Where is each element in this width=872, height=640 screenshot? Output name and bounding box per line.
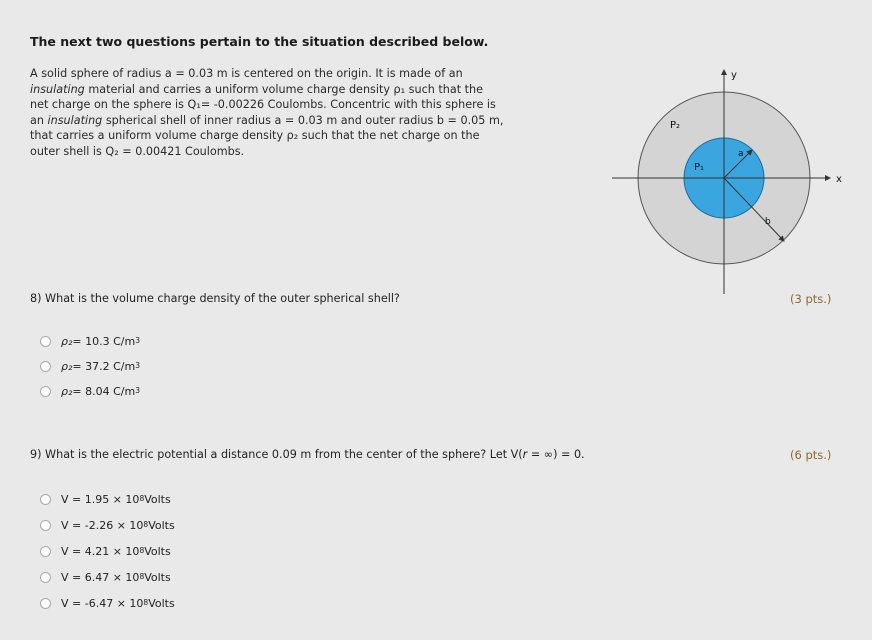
intro-line-3: net charge on the sphere is Q₁= -0.00226 Coulombs. Concentric with this sphere is bbox=[30, 98, 496, 111]
q8-opt1-value: = 10.3 C/m bbox=[72, 334, 136, 348]
q9-option-2[interactable]: V = -2.26 × 10 8 Volts bbox=[40, 516, 175, 534]
intro-title: The next two questions pertain to the situation described below. bbox=[30, 34, 489, 49]
q8-option-1[interactable]: ρ₂ = 10.3 C/m 3 bbox=[40, 332, 140, 350]
intro-line-5: that carries a uniform volume charge density ρ₂ such that the net charge on the bbox=[30, 129, 480, 142]
rho1-label: P₁ bbox=[694, 162, 705, 173]
question-9-text bbox=[30, 448, 585, 461]
intro-line-2 bbox=[30, 82, 600, 98]
q9-opt3-post: Volts bbox=[144, 544, 171, 558]
intro-paragraph bbox=[30, 66, 600, 159]
intro-line-4-pre: an bbox=[30, 113, 48, 127]
y-label: y bbox=[731, 70, 737, 81]
question-8-text: 8) What is the volume charge density of the outer spherical shell? bbox=[30, 292, 400, 305]
intro-line-2-rest: material and carries a uniform volume charge density ρ₁ such that the bbox=[84, 82, 484, 96]
x-label: x bbox=[836, 174, 842, 185]
radio-button[interactable] bbox=[40, 361, 51, 372]
intro-line-4-italic: insulating bbox=[47, 113, 103, 127]
q9-text-post: = ∞) = 0. bbox=[527, 448, 585, 461]
q8-opt2-sym: ρ₂ bbox=[61, 359, 73, 373]
intro-line-1: A solid sphere of radius a = 0.03 m is centered on the origin. It is made of an bbox=[30, 67, 463, 80]
radio-button[interactable] bbox=[40, 546, 51, 557]
q9-opt5-pre: V = -6.47 × 10 bbox=[61, 596, 144, 610]
q8-option-2[interactable]: ρ₂ = 37.2 C/m 3 bbox=[40, 357, 140, 375]
radio-button[interactable] bbox=[40, 494, 51, 505]
a-label: a bbox=[738, 149, 744, 159]
q9-option-1[interactable]: V = 1.95 × 10 8 Volts bbox=[40, 490, 171, 508]
q9-option-3[interactable]: V = 4.21 × 10 8 Volts bbox=[40, 542, 171, 560]
intro-line-6: outer shell is Q₂ = 0.00421 Coulombs. bbox=[30, 144, 245, 158]
radio-button[interactable] bbox=[40, 598, 51, 609]
intro-line-4 bbox=[30, 113, 600, 129]
q9-opt1-pre: V = 1.95 × 10 bbox=[61, 492, 140, 506]
q9-opt2-post: Volts bbox=[148, 518, 175, 532]
q9-opt3-pre: V = 4.21 × 10 bbox=[61, 544, 140, 558]
q9-option-5[interactable]: V = -6.47 × 10 8 Volts bbox=[40, 594, 175, 612]
q9-opt4-pre: V = 6.47 × 10 bbox=[61, 570, 140, 584]
question-8-points: (3 pts.) bbox=[790, 292, 832, 306]
intro-line-4-rest: spherical shell of inner radius a = 0.03 m and outer radius b = 0.05 m, bbox=[102, 113, 504, 127]
q9-text-r: r bbox=[522, 448, 528, 461]
q9-opt2-pre: V = -2.26 × 10 bbox=[61, 518, 144, 532]
q8-option-3[interactable]: ρ₂ = 8.04 C/m 3 bbox=[40, 382, 140, 400]
q8-opt2-value: = 37.2 C/m bbox=[72, 359, 136, 373]
intro-line-2-italic: insulating bbox=[30, 82, 85, 96]
q9-opt1-post: Volts bbox=[144, 492, 171, 506]
q9-text-pre: 9) What is the electric potential a distance 0.09 m from the center of the sphere? Let V( bbox=[30, 448, 523, 461]
q9-option-4[interactable]: V = 6.47 × 10 8 Volts bbox=[40, 568, 171, 586]
q8-opt1-sym: ρ₂ bbox=[61, 334, 73, 348]
radio-button[interactable] bbox=[40, 572, 51, 583]
q9-opt4-post: Volts bbox=[144, 570, 171, 584]
rho2-label: P₂ bbox=[670, 120, 681, 131]
radio-button[interactable] bbox=[40, 336, 51, 347]
question-9-points: (6 pts.) bbox=[790, 448, 832, 462]
q9-opt5-post: Volts bbox=[148, 596, 175, 610]
b-label: b bbox=[765, 217, 771, 227]
sphere-diagram bbox=[612, 66, 852, 296]
q8-opt3-sym: ρ₂ bbox=[61, 384, 73, 398]
radio-button[interactable] bbox=[40, 520, 51, 531]
q8-opt3-value: = 8.04 C/m bbox=[72, 384, 136, 398]
radio-button[interactable] bbox=[40, 386, 51, 397]
